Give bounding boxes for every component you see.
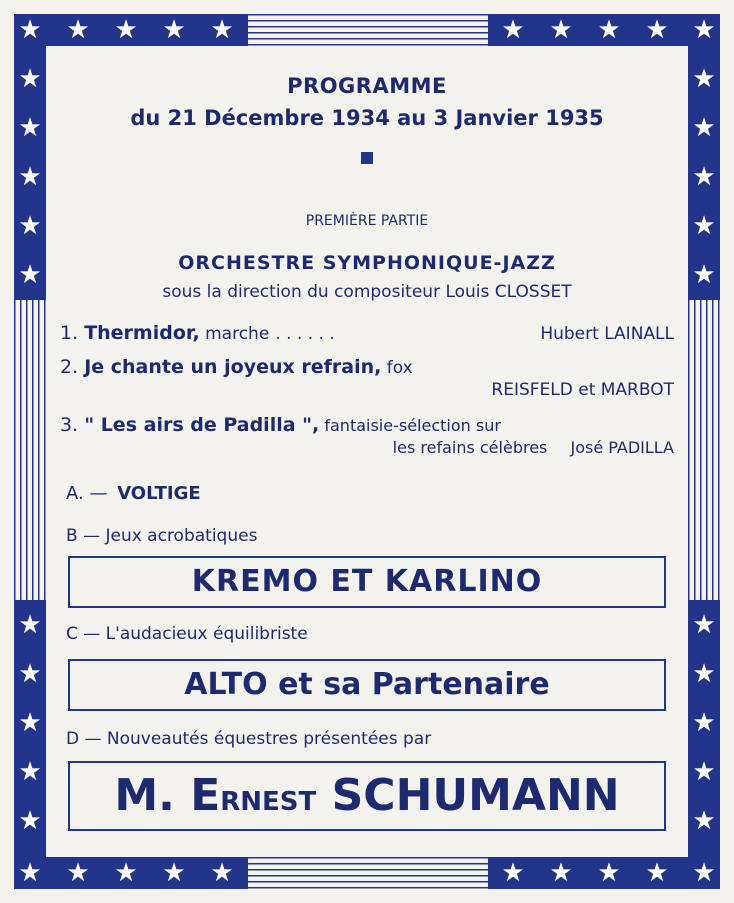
piece-2-composer: REISFELD et MARBOT xyxy=(491,380,674,400)
star-icon: ★ xyxy=(18,806,42,836)
piece-dots: . . . . . . xyxy=(275,324,335,344)
star-icon: ★ xyxy=(114,15,138,45)
star-icon: ★ xyxy=(18,15,42,45)
star-icon: ★ xyxy=(692,708,716,738)
star-icon: ★ xyxy=(549,858,573,888)
act-b-name: KREMO ET KARLINO xyxy=(191,564,543,599)
piece-number: 2. xyxy=(60,356,79,378)
star-icon: ★ xyxy=(692,806,716,836)
star-icon: ★ xyxy=(692,15,716,45)
star-icon: ★ xyxy=(597,15,621,45)
piece-number: 1. xyxy=(60,322,79,344)
star-icon: ★ xyxy=(501,15,525,45)
star-icon: ★ xyxy=(18,260,42,290)
star-icon: ★ xyxy=(645,15,669,45)
piece-title: Thermidor, xyxy=(84,322,200,344)
program-dates: du 21 Décembre 1934 au 3 Janvier 1935 xyxy=(130,106,604,130)
star-icon: ★ xyxy=(210,858,234,888)
piece-number: 3. xyxy=(60,414,79,436)
star-icon: ★ xyxy=(18,610,42,640)
star-icon: ★ xyxy=(18,708,42,738)
star-icon: ★ xyxy=(18,211,42,241)
orchestra-name: ORCHESTRE SYMPHONIQUE-JAZZ xyxy=(178,252,556,274)
orchestra-direction: sous la direction du compositeur Louis CLOSSET xyxy=(162,282,572,302)
part-label: PREMIÈRE PARTIE xyxy=(305,213,429,229)
star-icon: ★ xyxy=(66,15,90,45)
act-a xyxy=(66,483,201,504)
top-stripes xyxy=(248,14,488,46)
piece-desc: marche xyxy=(199,324,270,344)
star-icon: ★ xyxy=(692,64,716,94)
act-d-name-box xyxy=(68,761,666,831)
left-stripes xyxy=(14,300,46,600)
star-icon: ★ xyxy=(692,659,716,689)
right-stripes xyxy=(688,300,720,600)
star-icon: ★ xyxy=(18,64,42,94)
star-icon: ★ xyxy=(501,858,525,888)
piece-desc: fox xyxy=(381,358,413,378)
piece-3 xyxy=(60,414,501,436)
star-icon: ★ xyxy=(18,757,42,787)
star-icon: ★ xyxy=(692,858,716,888)
piece-1 xyxy=(60,322,335,344)
star-icon: ★ xyxy=(162,15,186,45)
star-icon: ★ xyxy=(692,260,716,290)
border-left-bottom xyxy=(14,600,46,889)
star-icon: ★ xyxy=(692,113,716,143)
star-icon: ★ xyxy=(114,858,138,888)
piece-desc: fantaisie-sélection sur xyxy=(319,416,501,435)
star-icon: ★ xyxy=(18,659,42,689)
piece-2 xyxy=(60,356,413,378)
star-icon: ★ xyxy=(692,757,716,787)
act-d-name-initial: M. E xyxy=(114,770,221,821)
act-b-line: B — Jeux acrobatiques xyxy=(66,526,258,546)
star-icon: ★ xyxy=(549,15,573,45)
star-icon: ★ xyxy=(18,113,42,143)
act-c-line: C — L'audacieux équilibriste xyxy=(66,624,308,644)
act-c-name: ALTO et sa Partenaire xyxy=(184,667,550,702)
piece-composer: José PADILLA xyxy=(570,438,674,457)
program-title: PROGRAMME xyxy=(287,74,447,98)
star-icon: ★ xyxy=(645,858,669,888)
star-icon: ★ xyxy=(18,858,42,888)
square-ornament-icon xyxy=(361,152,373,164)
star-icon: ★ xyxy=(162,858,186,888)
act-d-name-smallcaps: RNEST xyxy=(220,787,317,817)
star-icon: ★ xyxy=(597,858,621,888)
piece-desc-2: les refains célèbres xyxy=(392,438,548,457)
star-icon: ★ xyxy=(18,162,42,192)
star-icon: ★ xyxy=(66,858,90,888)
act-c-name-box xyxy=(68,659,666,711)
piece-title: " Les airs de Padilla ", xyxy=(84,414,320,436)
piece-3-line-2 xyxy=(393,438,674,457)
act-a-title: VOLTIGE xyxy=(117,483,201,504)
star-icon: ★ xyxy=(692,211,716,241)
border-right-bottom xyxy=(688,600,720,889)
star-icon: ★ xyxy=(210,15,234,45)
bottom-stripes xyxy=(248,857,488,889)
act-b-name-box xyxy=(68,556,666,608)
piece-title: Je chante un joyeux refrain, xyxy=(84,356,382,378)
star-icon: ★ xyxy=(692,610,716,640)
star-icon: ★ xyxy=(692,162,716,192)
piece-1-composer: Hubert LAINALL xyxy=(540,324,674,344)
act-a-prefix: A. — xyxy=(66,483,108,504)
act-d-name-surname: SCHUMANN xyxy=(316,770,620,821)
act-d-line: D — Nouveautés équestres présentées par xyxy=(66,729,432,749)
